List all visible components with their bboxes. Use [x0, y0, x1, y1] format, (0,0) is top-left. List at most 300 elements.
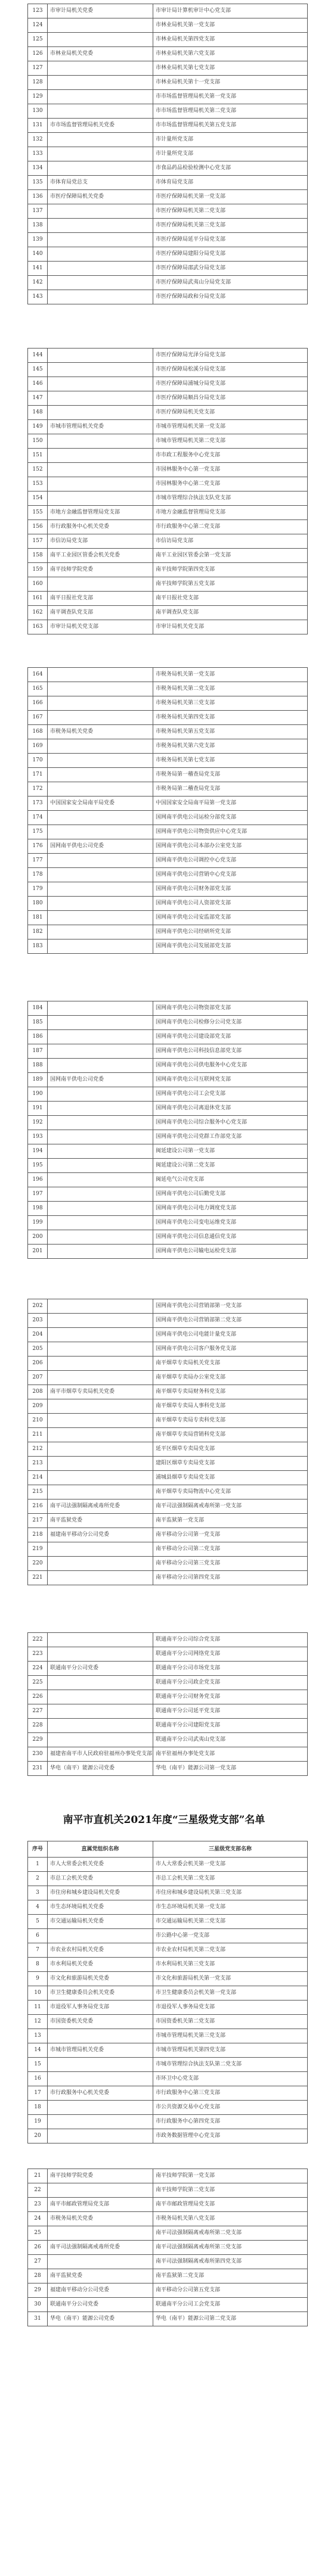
cell-branch: 国网南平供电公司人资部党支部 [153, 897, 308, 911]
cell-num: 229 [28, 1733, 48, 1747]
table-row [28, 1187, 308, 1202]
cell-unit [48, 219, 153, 233]
cell-num: 14 [28, 2043, 48, 2058]
cell-branch: 南平技师学院第五党支部 [153, 577, 308, 592]
cell-branch: 南平监狱第二党支部 [153, 2269, 308, 2283]
cell-num: 189 [28, 1073, 48, 1087]
cell-num: 170 [28, 754, 48, 768]
cell-branch: 国网南平供电公司经研所党支部 [153, 925, 308, 939]
cell-branch: 市城市管理综合执法支队党支部 [153, 491, 308, 506]
cell-unit [48, 247, 153, 262]
cell-num: 131 [28, 119, 48, 133]
cell-num: 182 [28, 925, 48, 939]
table-row [28, 739, 308, 754]
cell-num: 164 [28, 668, 48, 682]
table-row [28, 2241, 308, 2255]
table-row [28, 1399, 308, 1414]
cell-num: 125 [28, 33, 48, 47]
cell-num: 129 [28, 90, 48, 104]
cell-num: 154 [28, 491, 48, 506]
cell-unit [48, 1087, 153, 1102]
cell-branch: 国网南平供电公司物资供应中心党支部 [153, 825, 308, 839]
cell-num: 24 [28, 2212, 48, 2226]
table-row [28, 2015, 308, 2029]
cell-branch: 市城市管理局机关第二党支部 [153, 434, 308, 449]
cell-num: 226 [28, 1690, 48, 1704]
cell-unit [48, 754, 153, 768]
cell-branch: 市医疗保障局光泽分局党支部 [153, 349, 308, 363]
cell-branch: 南平烟草专卖局办公室党支部 [153, 1371, 308, 1385]
cell-branch: 联通南平分公司综合党支部 [153, 1633, 308, 1647]
cell-num: 18 [28, 2101, 48, 2115]
cell-branch: 市退役军人事务局党支部 [153, 2001, 308, 2015]
cell-branch: 华电（南平）能源公司第二党支部 [153, 2312, 308, 2326]
cell-unit [48, 133, 153, 147]
table-row [28, 449, 308, 463]
cell-num: 212 [28, 1442, 48, 1457]
table-row [28, 2198, 308, 2212]
cell-branch: 市住房和城乡建设局机关第三党支部 [153, 1886, 308, 1900]
cell-branch: 国网南平供电公司财务部党支部 [153, 882, 308, 897]
cell-unit [48, 434, 153, 449]
cell-unit: 市城市管理局机关党委 [48, 420, 153, 434]
cell-unit: 南平司法强制隔离戒毒所党委 [48, 2241, 153, 2255]
table-row [28, 1385, 308, 1399]
cell-unit [48, 1044, 153, 1059]
table-row [28, 563, 308, 577]
cell-branch: 市卫生健康委员会机关第一党支部 [153, 1986, 308, 2001]
cell-branch: 联通南平分公司财务党支部 [153, 1690, 308, 1704]
table-row [28, 1528, 308, 1542]
cell-unit [48, 1230, 153, 1245]
cell-branch: 市林业局机关第六党支部 [153, 47, 308, 61]
cell-unit [48, 491, 153, 506]
cell-branch: 市园林服务中心第二党支部 [153, 477, 308, 491]
cell-num: 225 [28, 1676, 48, 1690]
cell-branch: 国网南平供电公司输电运检党支部 [153, 1245, 308, 1259]
table-header-row [28, 1841, 308, 1858]
cell-unit [48, 1719, 153, 1733]
cell-num: 155 [28, 506, 48, 520]
table-row [28, 4, 308, 18]
cell-branch: 市农业农村局机关第二党支部 [153, 1943, 308, 1958]
cell-unit [48, 406, 153, 420]
cell-num: 13 [28, 2029, 48, 2043]
cell-unit: 市医疗保障局机关党委 [48, 190, 153, 204]
cell-branch: 市林业局机关第十一党支部 [153, 76, 308, 90]
table-row [28, 2072, 308, 2086]
cell-num: 231 [28, 1762, 48, 1776]
cell-num: 145 [28, 363, 48, 377]
cell-branch: 建阳区烟草专卖局党支部 [153, 1457, 308, 1471]
table-row [28, 176, 308, 190]
table-row [28, 33, 308, 47]
cell-unit [48, 391, 153, 406]
cell-num: 167 [28, 711, 48, 725]
cell-unit [48, 1428, 153, 1442]
table-row [28, 668, 308, 682]
table-row [28, 1915, 308, 1929]
cell-branch: 市税务局机关第四党支部 [153, 711, 308, 725]
cell-branch: 市林业局机关第七党支部 [153, 61, 308, 76]
cell-num: 139 [28, 233, 48, 247]
table-row [28, 1886, 308, 1900]
cell-num: 230 [28, 1747, 48, 1762]
table-row [28, 1872, 308, 1886]
table-row [28, 2001, 308, 2015]
cell-unit: 市林业局机关党委 [48, 47, 153, 61]
cell-branch: 国网南平供电公司物资部党支部 [153, 1001, 308, 1016]
cell-unit: 市行政服务中心机关党委 [48, 520, 153, 534]
cell-unit [48, 577, 153, 592]
table-block-8 [27, 2169, 305, 2326]
cell-num: 1 [28, 1858, 48, 1872]
table-row [28, 606, 308, 620]
cell-unit: 市水利局机关党委 [48, 1958, 153, 1972]
cell-num: 161 [28, 592, 48, 606]
cell-unit [48, 1216, 153, 1230]
cell-num: 28 [28, 2269, 48, 2283]
cell-branch: 市城市管理局机关第四党支部 [153, 2043, 308, 2058]
table-row [28, 2043, 308, 2058]
table-block-1 [27, 4, 305, 304]
cell-unit [48, 1245, 153, 1259]
cell-branch: 国网南平供电公司综合服务中心党支部 [153, 1116, 308, 1130]
cell-num: 140 [28, 247, 48, 262]
cell-unit: 南平市邮政管理局党支部 [48, 2198, 153, 2212]
cell-branch: 南平技师学院第二党支部 [153, 2183, 308, 2198]
cell-unit [48, 811, 153, 825]
table-row [28, 2183, 308, 2198]
cell-num: 207 [28, 1371, 48, 1385]
cell-unit [48, 204, 153, 219]
cell-unit [48, 1016, 153, 1030]
cell-num: 26 [28, 2241, 48, 2255]
cell-unit [48, 1357, 153, 1371]
table-row [28, 47, 308, 61]
cell-num: 173 [28, 797, 48, 811]
table-row [28, 147, 308, 161]
cell-unit: 南平司法强制隔离戒毒所党委 [48, 1499, 153, 1514]
cell-branch: 国网南平供电公司营销部第一党支部 [153, 1299, 308, 1314]
cell-num: 166 [28, 696, 48, 711]
table-row [28, 2115, 308, 2129]
cell-num: 175 [28, 825, 48, 839]
branch-table [27, 1299, 308, 1585]
table-row [28, 939, 308, 954]
table-row [28, 1499, 308, 1514]
cell-num: 203 [28, 1314, 48, 1328]
table-block-6 [27, 1632, 305, 1776]
table-row [28, 1130, 308, 1144]
cell-unit [48, 1116, 153, 1130]
cell-unit [48, 2129, 153, 2143]
table-row [28, 1230, 308, 1245]
cell-unit: 南平市烟草专卖局机关党委 [48, 1385, 153, 1399]
cell-branch: 市医疗保障局政和分局党支部 [153, 290, 308, 304]
table-row [28, 1747, 308, 1762]
cell-unit: 市市场监督管理局机关党委 [48, 119, 153, 133]
cell-unit [48, 33, 153, 47]
cell-branch: 市行政服务中心第三党支部 [153, 2086, 308, 2101]
cell-num: 176 [28, 839, 48, 854]
cell-branch: 闽延建设公司第一党支部 [153, 1144, 308, 1159]
cell-num: 144 [28, 349, 48, 363]
cell-num: 151 [28, 449, 48, 463]
cell-unit [48, 262, 153, 276]
cell-num: 127 [28, 61, 48, 76]
cell-num: 217 [28, 1514, 48, 1528]
cell-branch: 市环卫中心党支部 [153, 2072, 308, 2086]
cell-branch: 市医疗保障局顺昌分局党支部 [153, 391, 308, 406]
cell-unit [48, 1571, 153, 1585]
cell-num: 174 [28, 811, 48, 825]
table-row [28, 363, 308, 377]
cell-num: 146 [28, 377, 48, 391]
cell-unit: 市文化和旅游局机关党委 [48, 1972, 153, 1986]
cell-branch: 南平烟草专卖局财务科党支部 [153, 1385, 308, 1399]
cell-unit: 华电（南平）能源公司党委 [48, 1762, 153, 1776]
cell-branch: 浦城县烟草专卖局党支部 [153, 1471, 308, 1485]
table-block-4 [27, 1001, 305, 1259]
header-unit: 直属党组织名称 [48, 1841, 153, 1858]
table-row [28, 711, 308, 725]
table-row [28, 1442, 308, 1457]
cell-num: 205 [28, 1342, 48, 1357]
cell-unit: 南平技师学院党委 [48, 2169, 153, 2183]
cell-branch: 市水利局机关第三党支部 [153, 1958, 308, 1972]
table-row [28, 1633, 308, 1647]
table-row [28, 377, 308, 391]
cell-num: 31 [28, 2312, 48, 2326]
cell-branch: 市计量所党支部 [153, 133, 308, 147]
cell-branch: 市文化和旅游局机关第一党支部 [153, 1972, 308, 1986]
cell-unit [48, 290, 153, 304]
cell-num: 172 [28, 782, 48, 797]
cell-num: 16 [28, 2072, 48, 2086]
cell-num: 200 [28, 1230, 48, 1245]
table-row [28, 420, 308, 434]
cell-num: 169 [28, 739, 48, 754]
cell-branch: 市园林服务中心第一党支部 [153, 463, 308, 477]
table-row [28, 592, 308, 606]
table-row [28, 1159, 308, 1173]
cell-unit [48, 1633, 153, 1647]
cell-num: 2 [28, 1872, 48, 1886]
cell-unit [48, 276, 153, 290]
cell-num: 6 [28, 1929, 48, 1943]
cell-unit [48, 2183, 153, 2198]
cell-branch: 华电（南平）能源公司第一党支部 [153, 1762, 308, 1776]
cell-num: 150 [28, 434, 48, 449]
cell-branch: 南平烟草专卖局营销科党支部 [153, 1428, 308, 1442]
table-row [28, 811, 308, 825]
cell-unit: 福建南平移动分公司党委 [48, 1528, 153, 1542]
cell-unit [48, 1542, 153, 1557]
cell-unit: 市住房和城乡建设局机关党委 [48, 1886, 153, 1900]
table-row [28, 1858, 308, 1872]
cell-branch: 中国国家安全局南平局第一党支部 [153, 797, 308, 811]
cell-num: 214 [28, 1471, 48, 1485]
cell-unit: 国网南平供电公司党委 [48, 1073, 153, 1087]
cell-branch: 南平监狱第一党支部 [153, 1514, 308, 1528]
cell-unit [48, 2072, 153, 2086]
cell-unit: 市生态环境局机关党委 [48, 1900, 153, 1915]
cell-num: 143 [28, 290, 48, 304]
cell-branch: 市林业局机关第一党支部 [153, 18, 308, 33]
table-row [28, 1471, 308, 1485]
table-row [28, 1144, 308, 1159]
table-row [28, 782, 308, 797]
cell-unit [48, 1485, 153, 1499]
cell-branch: 市城市管理局机关第三党支部 [153, 2029, 308, 2043]
table-row [28, 1073, 308, 1087]
cell-unit: 华电（南平）能源公司党委 [48, 2312, 153, 2326]
table-row [28, 1087, 308, 1102]
table-row [28, 1662, 308, 1676]
table-row [28, 1371, 308, 1385]
cell-unit [48, 1187, 153, 1202]
cell-branch: 市城市管理综合执法支队第二党支部 [153, 2058, 308, 2072]
cell-branch: 南平烟草专卖局机关党支部 [153, 1357, 308, 1371]
cell-branch: 闽延建设公司第二党支部 [153, 1159, 308, 1173]
cell-num: 136 [28, 190, 48, 204]
cell-num: 220 [28, 1557, 48, 1571]
cell-num: 153 [28, 477, 48, 491]
cell-branch: 国网南平供电公司营销部第二党支部 [153, 1314, 308, 1328]
table-row [28, 90, 308, 104]
cell-unit [48, 2101, 153, 2115]
cell-branch: 南平移动分公司第四党支部 [153, 1571, 308, 1585]
table-row [28, 1342, 308, 1357]
cell-branch: 市税务局机关第三党支部 [153, 696, 308, 711]
table-row [28, 2169, 308, 2183]
table-row [28, 1485, 308, 1499]
table-row [28, 247, 308, 262]
cell-num: 27 [28, 2255, 48, 2269]
cell-num: 196 [28, 1173, 48, 1187]
table-row [28, 2226, 308, 2241]
cell-unit [48, 1159, 153, 1173]
cell-unit: 市税务局机关党委 [48, 725, 153, 739]
cell-num: 199 [28, 1216, 48, 1230]
cell-unit: 市农业农村局机关党委 [48, 1943, 153, 1958]
table-row [28, 2212, 308, 2226]
cell-branch: 市税务局机关第一党支部 [153, 668, 308, 682]
cell-num: 133 [28, 147, 48, 161]
cell-num: 222 [28, 1633, 48, 1647]
cell-branch: 国网南平供电公司营销中心党支部 [153, 868, 308, 882]
cell-unit [48, 1059, 153, 1073]
cell-num: 204 [28, 1328, 48, 1342]
cell-branch: 市审计局机关党支部 [153, 620, 308, 634]
cell-branch: 南平驻福州办事处党支部 [153, 1747, 308, 1762]
branch-table [27, 348, 308, 634]
cell-unit: 联通南平分公司党委 [48, 1662, 153, 1676]
cell-num: 134 [28, 161, 48, 176]
cell-unit [48, 1399, 153, 1414]
cell-unit [48, 711, 153, 725]
cell-unit: 联通南平分公司党委 [48, 2298, 153, 2312]
cell-num: 190 [28, 1087, 48, 1102]
cell-branch: 市地方金融监督管理局党支部 [153, 506, 308, 520]
table-row [28, 506, 308, 520]
cell-num: 192 [28, 1116, 48, 1130]
cell-num: 25 [28, 2226, 48, 2241]
cell-unit [48, 61, 153, 76]
cell-num: 11 [28, 2001, 48, 2015]
cell-branch: 市税务局机关第五党支部 [153, 725, 308, 739]
cell-num: 171 [28, 768, 48, 782]
cell-branch: 延平区烟草专卖局党支部 [153, 1442, 308, 1457]
cell-unit: 福建南平移动分公司党委 [48, 2283, 153, 2298]
cell-unit [48, 1414, 153, 1428]
table-row [28, 2283, 308, 2298]
cell-branch: 国网南平供电公司调控中心党支部 [153, 854, 308, 868]
table-row [28, 76, 308, 90]
cell-unit [48, 1676, 153, 1690]
cell-branch: 市行政服务中心第四党支部 [153, 2115, 308, 2129]
table-row [28, 797, 308, 811]
cell-unit [48, 1557, 153, 1571]
cell-unit: 市审计局机关党支部 [48, 620, 153, 634]
cell-unit: 中国国家安全局南平局党委 [48, 797, 153, 811]
cell-num: 3 [28, 1886, 48, 1900]
cell-num: 198 [28, 1202, 48, 1216]
cell-branch: 市医疗保障局机关第一党支部 [153, 190, 308, 204]
table-block-3 [27, 667, 305, 954]
table-row [28, 1173, 308, 1187]
table-row [28, 161, 308, 176]
cell-branch: 南平工业园区管委会第一党支部 [153, 549, 308, 563]
cell-branch: 市税务局机关第二党支部 [153, 682, 308, 696]
table-row [28, 119, 308, 133]
cell-num: 209 [28, 1399, 48, 1414]
cell-unit [48, 1342, 153, 1357]
cell-branch: 市公共资源交易中心党支部 [153, 2101, 308, 2115]
cell-unit [48, 2058, 153, 2072]
cell-branch: 南平日报社党支部 [153, 592, 308, 606]
cell-branch: 市行政服务中心第二党支部 [153, 520, 308, 534]
cell-num: 128 [28, 76, 48, 90]
table-row [28, 1986, 308, 2001]
cell-branch: 市医疗保障局建阳分局党支部 [153, 247, 308, 262]
cell-unit [48, 1471, 153, 1485]
table-row [28, 696, 308, 711]
cell-branch: 南平烟草专卖局人事科党支部 [153, 1399, 308, 1414]
cell-num: 9 [28, 1972, 48, 1986]
cell-unit [48, 897, 153, 911]
cell-branch: 联通南平分公司工会党支部 [153, 2298, 308, 2312]
cell-unit [48, 1457, 153, 1471]
table-row [28, 882, 308, 897]
cell-unit: 市审计局机关党委 [48, 4, 153, 18]
table-row [28, 1059, 308, 1073]
cell-num: 123 [28, 4, 48, 18]
table-row [28, 1314, 308, 1328]
cell-unit [48, 1314, 153, 1328]
table-row [28, 1676, 308, 1690]
table-row [28, 2086, 308, 2101]
cell-unit: 市税务局机关党委 [48, 2212, 153, 2226]
cell-branch: 市税务局第一稽查局党支部 [153, 768, 308, 782]
cell-branch: 国网南平供电公司检修分公司党支部 [153, 1016, 308, 1030]
cell-unit [48, 1328, 153, 1342]
cell-num: 224 [28, 1662, 48, 1676]
cell-unit [48, 1442, 153, 1457]
cell-branch: 南平移动分公司第五党支部 [153, 2283, 308, 2298]
table-row [28, 1016, 308, 1030]
